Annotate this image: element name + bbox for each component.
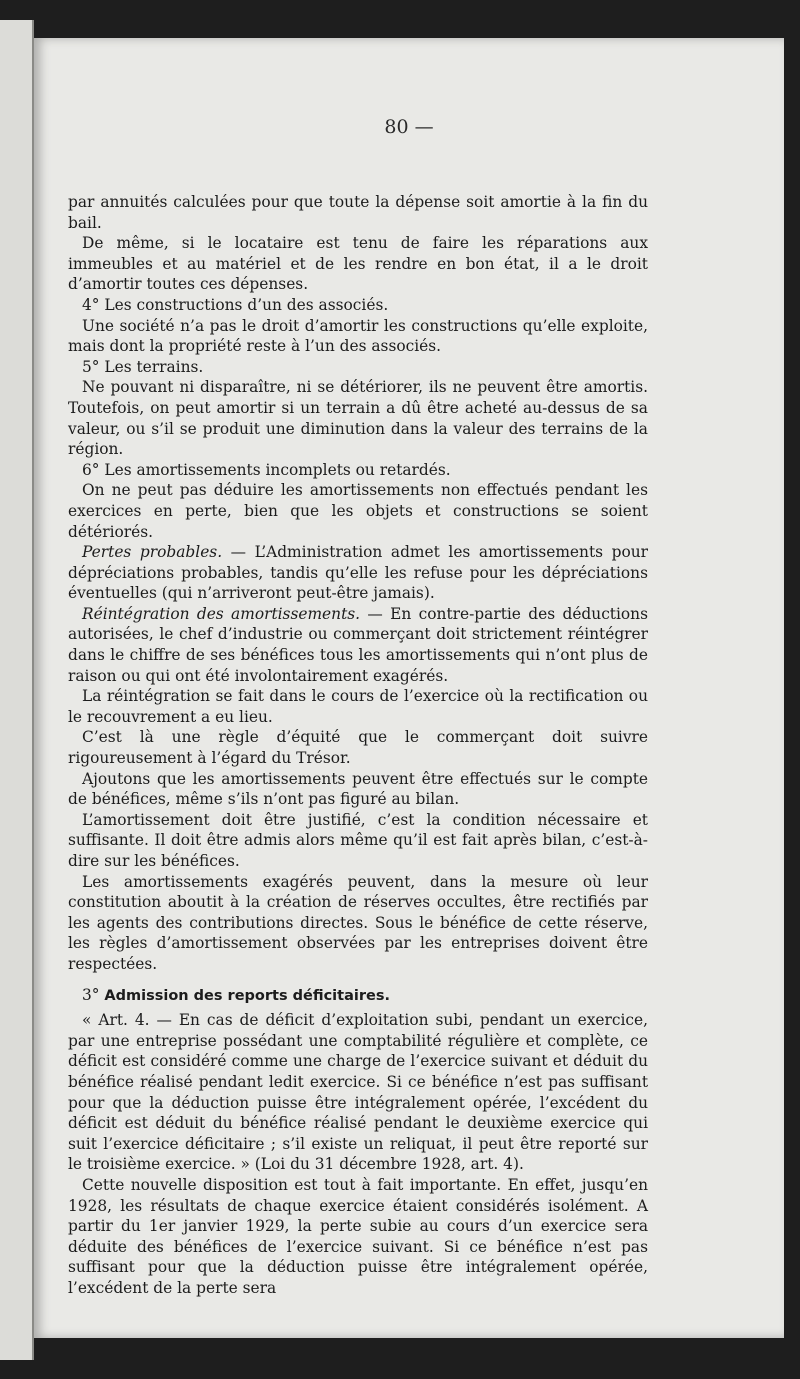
paragraph-1: par annuités calculées pour que toute la dépense soit amortie à la fin du bail. (68, 193, 648, 232)
paragraph-2: De même, si le locataire est tenu de faire les réparations aux immeubles et au matériel et de les rendre en bon état, il a le droit d’amortir toutes ces dépenses. (68, 234, 648, 294)
paragraph-10-lead: Réintégration des amortissements. (82, 604, 361, 623)
adjacent-page-edge (0, 20, 34, 1360)
commentary-paragraph: Cette nouvelle disposition est tout à fait importante. En effet, jusqu’en 1928, les résultats de chaque exercice étaient considérés isolément. A partir du 1er janvier 1929, la perte subie au cours d’un exercice sera déduite des bénéfices de l’exercice suivant. Si ce bénéfice n’est pas suffisant pour que la déduction puisse être intégralement opérée, l’excédent de la perte sera (68, 1175, 648, 1297)
paragraph-9-lead: Pertes probables. (82, 543, 223, 562)
paragraph-14: L’amortissement doit être justifié, c’est la condition nécessaire et suffisante. Il doit être admis alors même qu’il est fait après bilan, c’est-à-dire sur les bénéfices. (68, 810, 648, 870)
paragraph-5: 5° Les terrains. (82, 357, 204, 376)
law-quote-paragraph: « Art. 4. — En cas de déficit d’exploitation subi, pendant un exercice, par une entreprise possédant une comptabilité régulière et complète, ce déficit est considéré comme une charge de l’exercice suivant et déduit du bénéfice réalisé pendant ledit exercice. Si ce bénéfice n’est pas suffisant pour que la déduction puisse être intégralement opérée, l’excédent du déficit est déduit du bénéfice réalisé pendant le deuxième exercice qui suit l’exercice déficitaire ; s’il existe un reliquat, il peut être reporté sur le troisième exercice. » (Loi du 31 décembre 1928, art. 4). (68, 1011, 648, 1174)
section-number: 3° (82, 985, 100, 1004)
paragraph-6: Ne pouvant ni disparaître, ni se détériorer, ils ne peuvent être amortis. Toutefois, on peut amortir si un terrain a dû être acheté au-dessus de sa valeur, ou s’il se produit une diminution dans la valeur des terrains de la région. (68, 378, 648, 459)
paragraph-9 (68, 542, 648, 604)
paragraph-3: 4° Les constructions d’un des associés. (82, 295, 389, 314)
page-body (68, 192, 648, 1298)
paragraph-12: C’est là une règle d’équité que le commerçant doit suivre rigoureusement à l’égard du Trésor. (68, 728, 648, 768)
section-title: Admission des reports déficitaires. (104, 987, 390, 1004)
paragraph-15: Les amortissements exagérés peuvent, dans la mesure où leur constitution aboutit à la création de réserves occultes, être rectifiés par les agents des contributions directes. Sous le bénéfice de cette réserve, les règles d’amortissement observées par les entreprises doivent être respectées. (68, 872, 648, 973)
paragraph-11: La réintégration se fait dans le cours de l’exercice où la rectification ou le recouvrement a eu lieu. (68, 687, 648, 726)
page-number: 80 — (384, 116, 434, 138)
paragraph-13: Ajoutons que les amortissements peuvent être effectués sur le compte de bénéfices, même s’ils n’ont pas figuré au bilan. (68, 769, 648, 809)
paragraph-7: 6° Les amortissements incomplets ou retardés. (82, 460, 451, 479)
paragraph-4: Une société n’a pas le droit d’amortir les constructions qu’elle exploite, mais dont la propriété reste à l’un des associés. (68, 316, 648, 356)
paragraph-10 (68, 604, 648, 686)
paragraph-10-text: — En contre-partie des déductions autorisées, le chef d’industrie ou commerçant doit strictement réintégrer dans le chiffre de ses bénéfices tous les amortissements qui n’ont plus de raison ou qui ont été involontairement exagérés. (68, 604, 648, 685)
paragraph-9-text: — L’Administration admet les amortissements pour dépréciations probables, tandis qu’elle les refuse pour les dépréciations éventuelles (qui n’arriveront peut-être jamais). (68, 543, 649, 603)
book-page (34, 38, 784, 1338)
paragraph-8: On ne peut pas déduire les amortissements non effectués pendant les exercices en perte, bien que les objets et constructions se soient détériorés. (68, 481, 648, 541)
section-heading (68, 985, 648, 1007)
